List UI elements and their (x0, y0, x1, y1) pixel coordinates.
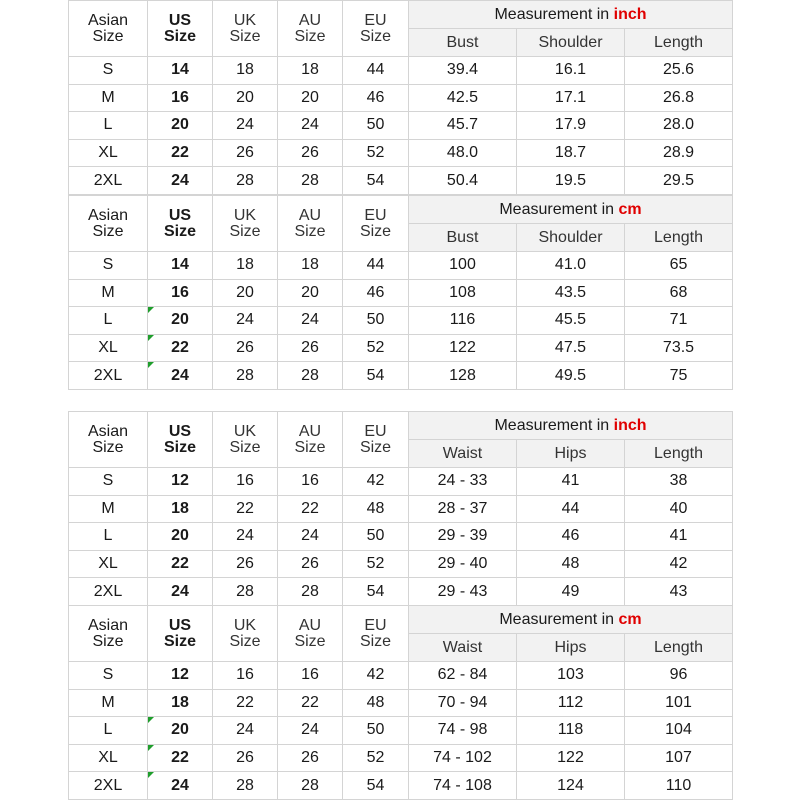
column-header: Hips (517, 440, 625, 468)
measure-cell-2: 44 (517, 495, 625, 523)
measure-cell-1: 29 - 39 (409, 523, 517, 551)
us-size-header-line1: US (168, 11, 192, 29)
asian-size-header (69, 606, 148, 662)
size-table-3 (68, 411, 733, 606)
au-size-header (278, 196, 343, 252)
measure-cell-3: 43 (625, 578, 733, 606)
table-row (69, 744, 733, 772)
measure-cell-3: 25.6 (625, 57, 733, 85)
eu-size-header (343, 606, 409, 662)
au-size-cell: 16 (278, 662, 343, 690)
au-size-cell: 20 (278, 279, 343, 307)
au-size-cell: 20 (278, 84, 343, 112)
eu-size-cell: 50 (343, 307, 409, 335)
us-size-cell: 16 (148, 84, 213, 112)
measure-cell-2: 41 (517, 468, 625, 496)
us-size-cell: 14 (148, 57, 213, 85)
measure-cell-1: 122 (409, 334, 517, 362)
au-size-cell: 28 (278, 362, 343, 390)
measure-cell-1: 42.5 (409, 84, 517, 112)
uk-size-cell: 24 (213, 112, 278, 140)
eu-size-cell: 46 (343, 279, 409, 307)
au-size-cell: 28 (278, 772, 343, 800)
table-row (69, 717, 733, 745)
measure-cell-3: 28.9 (625, 139, 733, 167)
column-header: Bust (409, 224, 517, 252)
table-row (69, 167, 733, 195)
asian-size-cell: L (69, 112, 148, 140)
asian-size-cell: XL (69, 334, 148, 362)
table-row (69, 279, 733, 307)
uk-size-cell: 16 (213, 662, 278, 690)
eu-size-cell: 44 (343, 57, 409, 85)
eu-size-header-line1: EU (364, 422, 387, 440)
asian-size-header (69, 412, 148, 468)
us-size-cell: 14 (148, 252, 213, 280)
table-row (69, 689, 733, 717)
eu-size-cell: 52 (343, 334, 409, 362)
measure-cell-3: 41 (625, 523, 733, 551)
us-size-header-line2: Size (163, 222, 196, 240)
column-header: Length (625, 440, 733, 468)
eu-size-header-line1: EU (364, 616, 387, 634)
asian-size-cell: L (69, 307, 148, 335)
uk-size-cell: 18 (213, 57, 278, 85)
measurement-prefix: Measurement in (494, 5, 610, 23)
au-size-cell: 22 (278, 495, 343, 523)
asian-size-header-line1: Asian (87, 616, 129, 634)
asian-size-cell: S (69, 57, 148, 85)
asian-size-cell: 2XL (69, 772, 148, 800)
eu-size-cell: 52 (343, 550, 409, 578)
measure-cell-2: 17.1 (517, 84, 625, 112)
column-header: Length (625, 29, 733, 57)
us-size-cell: 22 (148, 139, 213, 167)
uk-size-header (213, 1, 278, 57)
au-size-cell: 16 (278, 468, 343, 496)
eu-size-cell: 54 (343, 772, 409, 800)
eu-size-cell: 52 (343, 744, 409, 772)
measure-cell-3: 42 (625, 550, 733, 578)
eu-size-header-line1: EU (364, 11, 387, 29)
measurement-prefix: Measurement in (499, 610, 615, 628)
uk-size-header-line2: Size (229, 222, 261, 240)
measure-cell-3: 40 (625, 495, 733, 523)
us-size-header (148, 412, 213, 468)
measure-cell-2: 46 (517, 523, 625, 551)
measure-cell-3: 38 (625, 468, 733, 496)
au-size-header-line1: AU (298, 616, 322, 634)
uk-size-header-line2: Size (229, 27, 261, 45)
measure-cell-2: 124 (517, 772, 625, 800)
measure-cell-3: 96 (625, 662, 733, 690)
measure-cell-2: 18.7 (517, 139, 625, 167)
asian-size-header-line1: Asian (87, 422, 129, 440)
asian-size-header-line1: Asian (87, 11, 129, 29)
measure-cell-2: 122 (517, 744, 625, 772)
us-size-cell: 22 (148, 550, 213, 578)
asian-size-cell: 2XL (69, 578, 148, 606)
au-size-header-line1: AU (298, 11, 322, 29)
size-table-1 (68, 0, 733, 195)
us-size-cell: 20 (148, 112, 213, 140)
au-size-header (278, 606, 343, 662)
table-row (69, 495, 733, 523)
measure-cell-3: 26.8 (625, 84, 733, 112)
asian-size-header-line2: Size (92, 222, 124, 240)
asian-size-header-line2: Size (92, 27, 124, 45)
eu-size-header (343, 196, 409, 252)
uk-size-cell: 26 (213, 550, 278, 578)
us-size-cell: 24 (148, 362, 213, 390)
au-size-header-line2: Size (294, 632, 326, 650)
eu-size-cell: 54 (343, 167, 409, 195)
measure-cell-1: 62 - 84 (409, 662, 517, 690)
uk-size-header-line1: UK (233, 616, 257, 634)
table-row (69, 550, 733, 578)
eu-size-cell: 54 (343, 362, 409, 390)
us-size-header-line2: Size (163, 27, 196, 45)
measure-cell-1: 45.7 (409, 112, 517, 140)
uk-size-cell: 28 (213, 578, 278, 606)
eu-size-header (343, 1, 409, 57)
measure-cell-1: 74 - 108 (409, 772, 517, 800)
column-header: Length (625, 224, 733, 252)
measure-cell-1: 116 (409, 307, 517, 335)
au-size-header-line2: Size (294, 222, 326, 240)
au-size-cell: 24 (278, 717, 343, 745)
asian-size-cell: M (69, 495, 148, 523)
us-size-cell: 24 (148, 167, 213, 195)
measure-cell-2: 103 (517, 662, 625, 690)
eu-size-cell: 42 (343, 468, 409, 496)
au-size-cell: 26 (278, 334, 343, 362)
uk-size-cell: 20 (213, 279, 278, 307)
measure-cell-2: 19.5 (517, 167, 625, 195)
us-size-cell: 12 (148, 662, 213, 690)
column-header: Bust (409, 29, 517, 57)
eu-size-header (343, 412, 409, 468)
us-size-header-line1: US (168, 616, 192, 634)
asian-size-cell: S (69, 252, 148, 280)
measurement-prefix: Measurement in (499, 200, 615, 218)
eu-size-cell: 50 (343, 717, 409, 745)
eu-size-header-line2: Size (359, 27, 392, 45)
measure-cell-3: 28.0 (625, 112, 733, 140)
eu-size-cell: 52 (343, 139, 409, 167)
uk-size-header-line1: UK (233, 422, 257, 440)
au-size-header-line1: AU (298, 422, 322, 440)
us-size-cell: 24 (148, 772, 213, 800)
eu-size-cell: 50 (343, 112, 409, 140)
au-size-header-line2: Size (294, 27, 326, 45)
us-size-cell: 22 (148, 744, 213, 772)
table-row (69, 468, 733, 496)
measure-cell-1: 39.4 (409, 57, 517, 85)
uk-size-header (213, 196, 278, 252)
asian-size-cell: L (69, 523, 148, 551)
column-header: Waist (409, 440, 517, 468)
au-size-header (278, 412, 343, 468)
au-size-cell: 26 (278, 139, 343, 167)
uk-size-cell: 18 (213, 252, 278, 280)
au-size-header-line1: AU (298, 206, 322, 224)
measurement-title (409, 1, 733, 29)
eu-size-header-line1: EU (364, 206, 387, 224)
measure-cell-1: 74 - 102 (409, 744, 517, 772)
eu-size-cell: 48 (343, 495, 409, 523)
measure-cell-3: 110 (625, 772, 733, 800)
uk-size-cell: 26 (213, 139, 278, 167)
us-size-header-line1: US (168, 206, 192, 224)
measure-cell-1: 28 - 37 (409, 495, 517, 523)
measure-cell-2: 16.1 (517, 57, 625, 85)
column-header: Shoulder (517, 29, 625, 57)
au-size-cell: 28 (278, 167, 343, 195)
uk-size-cell: 28 (213, 362, 278, 390)
us-size-cell: 12 (148, 468, 213, 496)
au-size-cell: 26 (278, 550, 343, 578)
table-row (69, 252, 733, 280)
asian-size-cell: M (69, 84, 148, 112)
us-size-header-line1: US (168, 422, 192, 440)
column-header: Length (625, 634, 733, 662)
measurement-unit: cm (618, 200, 642, 218)
eu-size-header-line2: Size (359, 438, 392, 456)
measure-cell-1: 24 - 33 (409, 468, 517, 496)
table-row (69, 578, 733, 606)
uk-size-cell: 26 (213, 744, 278, 772)
measure-cell-2: 118 (517, 717, 625, 745)
us-size-cell: 20 (148, 307, 213, 335)
measurement-unit: inch (613, 5, 647, 23)
table-row (69, 772, 733, 800)
asian-size-cell: 2XL (69, 362, 148, 390)
au-size-header (278, 1, 343, 57)
us-size-cell: 18 (148, 689, 213, 717)
uk-size-header (213, 412, 278, 468)
eu-size-cell: 42 (343, 662, 409, 690)
table-row (69, 112, 733, 140)
uk-size-cell: 20 (213, 84, 278, 112)
measure-cell-1: 128 (409, 362, 517, 390)
asian-size-cell: XL (69, 139, 148, 167)
au-size-cell: 22 (278, 689, 343, 717)
au-size-cell: 24 (278, 307, 343, 335)
column-header: Hips (517, 634, 625, 662)
uk-size-cell: 26 (213, 334, 278, 362)
measure-cell-3: 101 (625, 689, 733, 717)
measure-cell-2: 49.5 (517, 362, 625, 390)
us-size-cell: 16 (148, 279, 213, 307)
size-table-4 (68, 605, 733, 800)
au-size-cell: 28 (278, 578, 343, 606)
eu-size-header-line2: Size (359, 222, 392, 240)
asian-size-cell: S (69, 468, 148, 496)
asian-size-cell: M (69, 689, 148, 717)
table-row (69, 662, 733, 690)
measurement-unit: inch (613, 416, 647, 434)
table-row (69, 139, 733, 167)
asian-size-cell: S (69, 662, 148, 690)
measure-cell-1: 100 (409, 252, 517, 280)
us-size-header-line2: Size (163, 438, 196, 456)
table-row (69, 523, 733, 551)
measure-cell-3: 71 (625, 307, 733, 335)
eu-size-cell: 46 (343, 84, 409, 112)
eu-size-header-line2: Size (359, 632, 392, 650)
measure-cell-3: 73.5 (625, 334, 733, 362)
table-row (69, 57, 733, 85)
asian-size-cell: XL (69, 744, 148, 772)
uk-size-header (213, 606, 278, 662)
eu-size-cell: 44 (343, 252, 409, 280)
uk-size-header-line1: UK (233, 206, 257, 224)
au-size-header-line2: Size (294, 438, 326, 456)
measure-cell-1: 70 - 94 (409, 689, 517, 717)
uk-size-cell: 24 (213, 307, 278, 335)
measure-cell-2: 41.0 (517, 252, 625, 280)
asian-size-cell: L (69, 717, 148, 745)
measurement-prefix: Measurement in (494, 416, 610, 434)
asian-size-header-line2: Size (92, 632, 124, 650)
measurement-title (409, 196, 733, 224)
uk-size-header-line2: Size (229, 438, 261, 456)
measure-cell-3: 104 (625, 717, 733, 745)
eu-size-cell: 48 (343, 689, 409, 717)
au-size-cell: 26 (278, 744, 343, 772)
measurement-title (409, 412, 733, 440)
measurement-unit: cm (618, 610, 642, 628)
uk-size-cell: 28 (213, 167, 278, 195)
uk-size-header-line2: Size (229, 632, 261, 650)
us-size-cell: 20 (148, 523, 213, 551)
table-row (69, 362, 733, 390)
eu-size-cell: 50 (343, 523, 409, 551)
size-table-2 (68, 195, 733, 390)
table-row (69, 334, 733, 362)
uk-size-cell: 22 (213, 495, 278, 523)
asian-size-header (69, 196, 148, 252)
us-size-cell: 24 (148, 578, 213, 606)
au-size-cell: 18 (278, 57, 343, 85)
measure-cell-2: 43.5 (517, 279, 625, 307)
column-header: Shoulder (517, 224, 625, 252)
au-size-cell: 24 (278, 112, 343, 140)
measure-cell-1: 29 - 43 (409, 578, 517, 606)
uk-size-cell: 22 (213, 689, 278, 717)
measure-cell-2: 45.5 (517, 307, 625, 335)
asian-size-cell: XL (69, 550, 148, 578)
us-size-cell: 20 (148, 717, 213, 745)
measure-cell-1: 74 - 98 (409, 717, 517, 745)
eu-size-cell: 54 (343, 578, 409, 606)
asian-size-header-line2: Size (92, 438, 124, 456)
measure-cell-3: 68 (625, 279, 733, 307)
measure-cell-1: 50.4 (409, 167, 517, 195)
measure-cell-2: 17.9 (517, 112, 625, 140)
measure-cell-2: 47.5 (517, 334, 625, 362)
uk-size-cell: 16 (213, 468, 278, 496)
measure-cell-2: 112 (517, 689, 625, 717)
us-size-header (148, 606, 213, 662)
au-size-cell: 24 (278, 523, 343, 551)
measure-cell-1: 108 (409, 279, 517, 307)
table-row (69, 307, 733, 335)
measure-cell-1: 48.0 (409, 139, 517, 167)
us-size-cell: 18 (148, 495, 213, 523)
uk-size-cell: 24 (213, 523, 278, 551)
us-size-header (148, 196, 213, 252)
measurement-title (409, 606, 733, 634)
measure-cell-3: 75 (625, 362, 733, 390)
measure-cell-2: 49 (517, 578, 625, 606)
measure-cell-1: 29 - 40 (409, 550, 517, 578)
column-header: Waist (409, 634, 517, 662)
asian-size-cell: 2XL (69, 167, 148, 195)
uk-size-header-line1: UK (233, 11, 257, 29)
uk-size-cell: 24 (213, 717, 278, 745)
asian-size-cell: M (69, 279, 148, 307)
measure-cell-3: 107 (625, 744, 733, 772)
measure-cell-3: 29.5 (625, 167, 733, 195)
uk-size-cell: 28 (213, 772, 278, 800)
au-size-cell: 18 (278, 252, 343, 280)
measure-cell-2: 48 (517, 550, 625, 578)
measure-cell-3: 65 (625, 252, 733, 280)
us-size-cell: 22 (148, 334, 213, 362)
us-size-header (148, 1, 213, 57)
table-row (69, 84, 733, 112)
asian-size-header-line1: Asian (87, 206, 129, 224)
asian-size-header (69, 1, 148, 57)
us-size-header-line2: Size (163, 632, 196, 650)
